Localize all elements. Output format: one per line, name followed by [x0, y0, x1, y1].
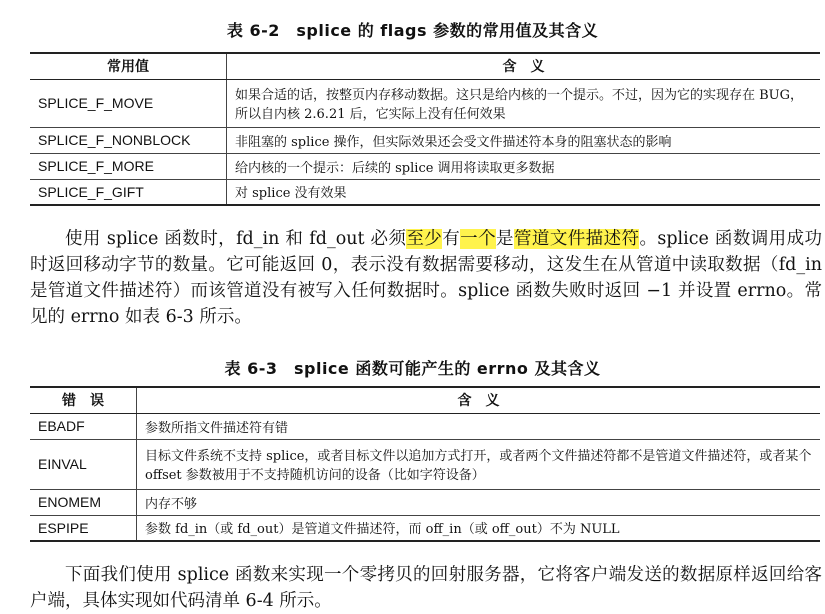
highlighted-text: 一个 — [460, 229, 497, 249]
table-row — [30, 515, 820, 541]
table-row — [30, 439, 820, 489]
highlighted-text: 管道文件描述符 — [513, 229, 640, 249]
flag-name-cell: SPLICE_F_MORE — [30, 153, 227, 179]
errno-desc-cell: 参数 fd_in（或 fd_out）是管道文件描述符，而 off_in（或 off_out）不为 NULL — [137, 515, 821, 541]
header-cell: 含 义 — [137, 387, 821, 413]
table-row — [30, 127, 820, 153]
errno-name-cell: EBADF — [30, 413, 137, 439]
flag-desc-cell: 对 splice 没有效果 — [227, 179, 821, 205]
errno-desc-cell: 内存不够 — [137, 489, 821, 515]
errno-name-cell: ENOMEM — [30, 489, 137, 515]
header-cell: 错 误 — [30, 387, 137, 413]
errno-name-cell: EINVAL — [30, 439, 137, 489]
table-row — [30, 79, 820, 127]
flag-name-cell: SPLICE_F_MOVE — [30, 79, 227, 127]
table2-caption: 表 6-3 splice 函数可能产生的 errno 及其含义 — [224, 359, 601, 378]
body-paragraph-1 — [30, 226, 822, 330]
errno-name-cell: ESPIPE — [30, 515, 137, 541]
highlighted-text: 至少 — [406, 229, 443, 249]
splice-errno-table — [30, 386, 820, 542]
table-row — [30, 413, 820, 439]
header-cell: 含 义 — [227, 53, 821, 79]
flag-desc-cell: 给内核的一个提示：后续的 splice 调用将读取更多数据 — [227, 153, 821, 179]
paragraph-text: 。splice 函数调用成功时返回移动字节的数量。它可能返回 0，表示没有数据需要移动，这发生在从管道中读取数据（fd_in 是管道文件描述符）而该管道没有被写入任何数据时。splice 函数失败时返回 −1 并设置 errno。常见的 errno 如表 6-3 所示。 — [30, 229, 823, 327]
paragraph-text: 使用 splice 函数时，fd_in 和 fd_out 必须 — [65, 229, 407, 249]
flag-name-cell: SPLICE_F_GIFT — [30, 179, 227, 205]
flag-desc-cell: 非阻塞的 splice 操作，但实际效果还会受文件描述符本身的阻塞状态的影响 — [227, 127, 821, 153]
flag-name-cell: SPLICE_F_NONBLOCK — [30, 127, 227, 153]
header-cell: 常用值 — [30, 53, 227, 79]
flag-desc-cell: 如果合适的话，按整页内存移动数据。这只是给内核的一个提示。不过，因为它的实现存在 BUG，所以自内核 2.6.21 后，它实际上没有任何效果 — [227, 79, 821, 127]
paragraph-text: 是 — [496, 229, 514, 249]
table-row — [30, 179, 820, 205]
table-header-row — [30, 387, 820, 413]
body-paragraph-2: 下面我们使用 splice 函数来实现一个零拷贝的回射服务器，它将客户端发送的数据原样返回给客户端，具体实现如代码清单 6-4 所示。 — [30, 565, 822, 611]
table-row — [30, 489, 820, 515]
paragraph-text: 有 — [442, 229, 461, 249]
splice-flags-table — [30, 52, 820, 206]
errno-desc-cell: 参数所指文件描述符有错 — [137, 413, 821, 439]
table-row — [30, 153, 820, 179]
errno-desc-cell: 目标文件系统不支持 splice，或者目标文件以追加方式打开，或者两个文件描述符都不是管道文件描述符，或者某个 offset 参数被用于不支持随机访问的设备（比如字符设备） — [137, 439, 821, 489]
table-header-row — [30, 53, 820, 79]
table1-caption: 表 6-2 splice 的 flags 参数的常用值及其含义 — [226, 21, 599, 40]
